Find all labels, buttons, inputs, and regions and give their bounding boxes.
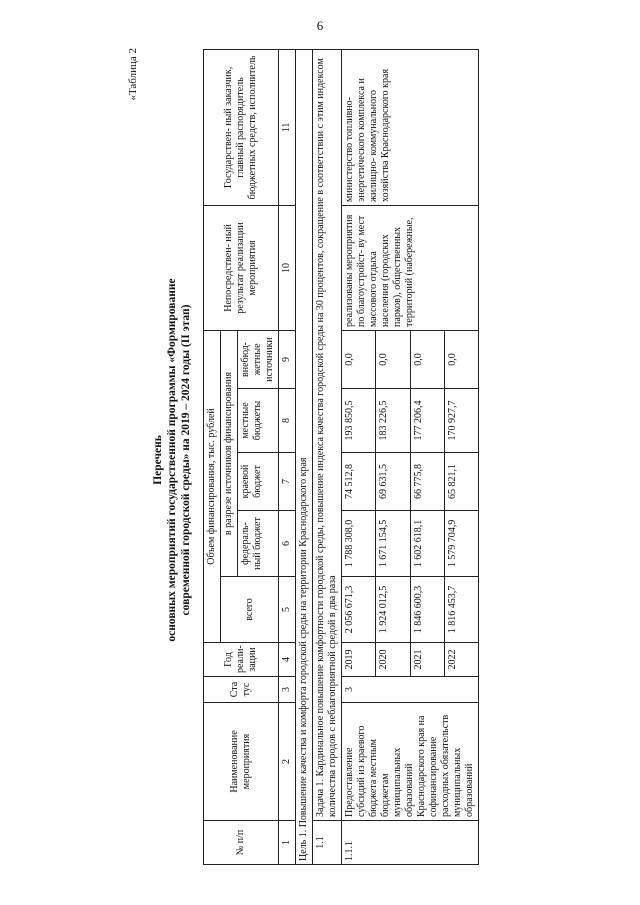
row-total: 1 816 453,7 — [444, 577, 478, 643]
header-num: № п/п — [204, 821, 279, 865]
row-local: 193 850,5 — [342, 389, 376, 453]
header-funding: Объем финансирования, тыс. рублей — [204, 330, 221, 642]
row-regional: 74 512,8 — [342, 453, 376, 511]
task-row — [313, 49, 342, 864]
title-line-1: Перечень — [152, 435, 164, 485]
task-text: Задача 1. Кардинальное повышение комфортности городской среды, повышение индекса качества городской среды на 30 процентов, сокращение в соответствии с этим индексом количества городов с неблагоприятной средой в два раза — [313, 49, 342, 820]
task-number: 1.1 — [313, 821, 342, 865]
col-number: 1 — [279, 821, 296, 865]
header-extra: внебюд- жетные источники — [238, 330, 279, 388]
header-customer: Государствен- ный заказчик, главный распорядитель бюджетных средств, исполнитель — [204, 49, 279, 205]
row-regional: 65 821,1 — [444, 453, 478, 511]
header-local: местные бюджеты — [238, 389, 279, 453]
col-number: 7 — [279, 453, 296, 511]
header-by-source: в разрезе источников финансирования — [221, 330, 238, 576]
row-extra: 0,0 — [342, 330, 376, 388]
row-extra: 0,0 — [444, 330, 478, 388]
col-number: 4 — [279, 643, 296, 677]
row-local: 177 206,4 — [410, 389, 444, 453]
header-federal: федераль- ный бюджет — [238, 511, 279, 577]
row-total: 1 846 600,3 — [410, 577, 444, 643]
col-number: 2 — [279, 703, 296, 821]
col-number: 9 — [279, 330, 296, 388]
row-result: реализованы мероприятия по благоустройст- ву мест массового отдыха населения (городских парков), общественных территорий (набережные, — [342, 205, 479, 330]
row-customer: министерство топливно- энергетического комплекса и жилищно- коммунального хозяйства Краснодарского края — [342, 49, 479, 205]
row-regional: 66 775,8 — [410, 453, 444, 511]
measures-table — [203, 49, 479, 865]
col-number: 3 — [279, 677, 296, 703]
goal-text: Цель 1. Повышение качества и комфорта городской среды на территории Краснодарского края — [296, 49, 313, 864]
header-year: Год реали- зации — [204, 643, 279, 677]
rotated-page-content — [115, 30, 585, 890]
row-local: 170 927,7 — [444, 389, 478, 453]
goal-row — [296, 49, 313, 864]
header-row-1 — [204, 49, 221, 864]
header-total: всего — [221, 577, 279, 643]
header-result: Непосредствен- ный результат реализации мероприятия — [204, 205, 279, 330]
row-local: 183 226,5 — [376, 389, 410, 453]
document-title — [151, 30, 193, 890]
col-number: 5 — [279, 577, 296, 643]
table-reference: «Таблица 2 — [127, 48, 139, 101]
row-federal: 1 671 154,5 — [376, 511, 410, 577]
row-regional: 69 631,5 — [376, 453, 410, 511]
row-federal: 1 579 704,9 — [444, 511, 478, 577]
page-number: 6 — [316, 18, 324, 33]
col-number: 8 — [279, 389, 296, 453]
row-federal: 1 602 618,1 — [410, 511, 444, 577]
col-number: 10 — [279, 205, 296, 330]
header-regional: краевой бюджет — [238, 453, 279, 511]
row-year: 2021 — [410, 643, 444, 677]
row-year: 2019 — [342, 643, 376, 677]
row-number: 1.1.1 — [342, 821, 479, 865]
row-extra: 0,0 — [376, 330, 410, 388]
row-total: 2 056 671,3 — [342, 577, 376, 643]
row-status: 3 — [342, 677, 479, 703]
header-name: Наименование мероприятия — [204, 703, 279, 821]
measure-row — [342, 49, 376, 864]
row-name: Предоставление субсидий из краевого бюджета местным бюджетам муниципальных образований Краснодарского края на софинансирование расходных обязательств муниципальных образований — [342, 703, 479, 821]
col-number: 6 — [279, 511, 296, 577]
column-numbers-row — [279, 49, 296, 864]
row-year: 2022 — [444, 643, 478, 677]
col-number: 11 — [279, 49, 296, 205]
header-status: Ста тус — [204, 677, 279, 703]
row-total: 1 924 012,5 — [376, 577, 410, 643]
row-extra: 0,0 — [410, 330, 444, 388]
title-line-2: основных мероприятий государственной программы «Формирование — [166, 278, 178, 642]
title-line-3: современной городской среды» на 2019 – 2024 годы (II этап) — [180, 304, 192, 616]
row-year: 2020 — [376, 643, 410, 677]
row-federal: 1 788 308,0 — [342, 511, 376, 577]
